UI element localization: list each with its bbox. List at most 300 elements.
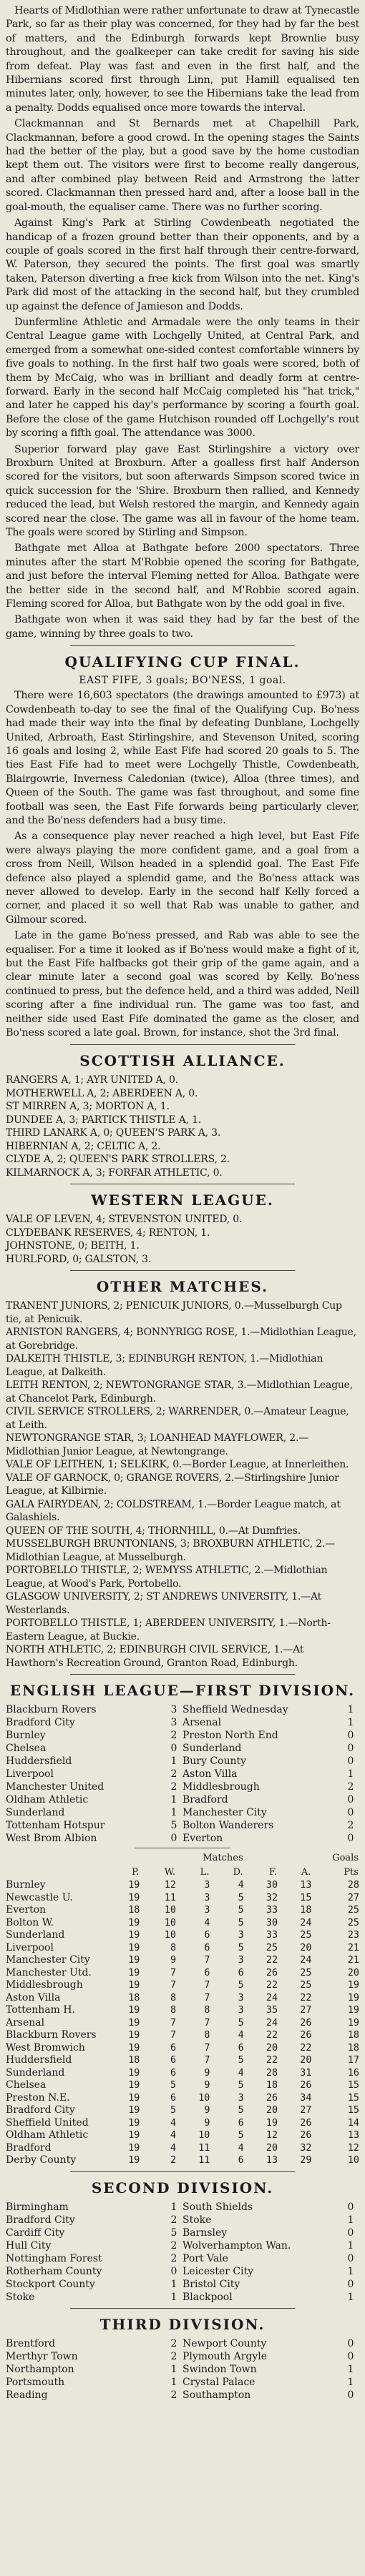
- away-score: 1: [347, 2291, 354, 2303]
- standings-cell: 4: [170, 2117, 176, 2129]
- table-header-cell: P.: [132, 1866, 140, 1878]
- standings-cell: 13: [266, 2155, 278, 2166]
- result-row: [6, 2214, 359, 2226]
- standings-cell: 5: [238, 2130, 244, 2141]
- home-team: Huddersfield: [6, 1755, 72, 1768]
- standings-cell: 22: [300, 1992, 312, 2003]
- standings-cell: 19: [347, 2017, 359, 2028]
- home-team: Brentford: [6, 2337, 56, 2349]
- standings-cell: 19: [128, 2130, 140, 2141]
- match-score: PORTOBELLO THISTLE, 2; WEMYSS ATHLETIC, 2.: [6, 1565, 264, 1577]
- standings-cell: 21: [347, 1955, 359, 1966]
- match-note: Border League match, at Galashiels.: [6, 1498, 341, 1524]
- home-team: Rotherham County: [6, 2265, 102, 2277]
- standings-cell: 6: [170, 2067, 176, 2079]
- home-score: 1: [170, 2278, 177, 2290]
- standings-row: [6, 1954, 359, 1967]
- result-line: THIRD LANARK A, 0; QUEEN'S PARK A, 3.: [6, 1127, 221, 1139]
- home-team: Merthyr Town: [6, 2350, 78, 2362]
- home-team: Sunderland: [6, 1807, 65, 1819]
- away-team: Sunderland: [182, 1743, 242, 1755]
- standings-cell: 7: [204, 1955, 210, 1966]
- standings-team: Chelsea: [6, 2079, 47, 2091]
- away-team: Arsenal: [182, 1717, 222, 1729]
- away-team: Sheffield Wednesday: [182, 1704, 288, 1716]
- table-header-cell: Pts: [344, 1866, 359, 1878]
- home-score: 2: [170, 2337, 177, 2349]
- home-team: Tottenham Hotspur: [6, 1820, 105, 1832]
- standings-cell: 19: [128, 1942, 140, 1953]
- standings-cell: 22: [266, 2055, 278, 2066]
- standings-cell: 5: [170, 2080, 176, 2091]
- standings-cell: 19: [128, 2005, 140, 2016]
- match-score: VALE OF LEITHEN, 1; SELKIRK, 0.: [6, 1459, 182, 1471]
- result-row: [6, 2265, 359, 2278]
- home-team: Oldham Athletic: [6, 1794, 89, 1806]
- standings-cell: 33: [266, 1930, 278, 1941]
- standings-cell: 6: [170, 2055, 176, 2066]
- report-text: Superior forward play gave East Stirlingshire a victory over Broxburn United at Broxburn. After a goalless first half Anderson scored for the visitors, but soon afterwards Simpson scored twice in quick succession for the 'Shire. Broxburn then rallied, and Kennedy reduced the lead, but Welsh restored the margin, and Kennedy again scored near the close. The game was all in favour of the home team. The goals were scored by Stirling and Simpson.: [6, 443, 359, 539]
- standings-cell: 12: [347, 2142, 359, 2154]
- standings-cell: 29: [300, 2155, 312, 2166]
- result-row: [6, 1832, 359, 1845]
- standings-team: Bradford City: [6, 2104, 75, 2116]
- home-team: Stockport County: [6, 2278, 95, 2290]
- standings-row: [6, 2154, 359, 2167]
- home-team: West Brom Albion: [6, 1833, 97, 1845]
- away-score: 0: [347, 1794, 354, 1806]
- standings-cell: 10: [347, 2155, 359, 2166]
- report-paragraph: [6, 4, 359, 115]
- standings-cell: 10: [198, 2092, 210, 2104]
- result-line: KILMARNOCK A, 3; FORFAR ATHLETIC, 0.: [6, 1166, 223, 1179]
- home-team: Bradford City: [6, 1717, 75, 1729]
- standings-cell: 32: [266, 1892, 278, 1903]
- standings-row: [6, 2004, 359, 2017]
- standings-cell: 19: [128, 2067, 140, 2079]
- standings-cell: 3: [204, 1905, 210, 1916]
- standings-cell: 14: [347, 2117, 359, 2129]
- report-text: Clackmannan and St Bernards met at Chapelhill Park, Clackmannan, before a good crowd. In the opening stages the Saints had the better of the play, but a good save by the home custodian kept them out. The visitors were first to become really dangerous, and after combined play between Reid and Armstrong the latter scored. Clackmannan then pressed hard and, after a loose ball in the goal-mouth, the equaliser came. There was no further scoring.: [6, 118, 359, 213]
- standings-cell: 18: [128, 1905, 140, 1916]
- result-row: [6, 1742, 359, 1755]
- standings-cell: 25: [266, 1942, 278, 1953]
- standings-cell: 19: [128, 2030, 140, 2041]
- match-score: TRANENT JUNIORS, 2; PENICUIK JUNIORS, 0.: [6, 1300, 244, 1312]
- standings-cell: 6: [170, 2092, 176, 2104]
- home-team: Birmingham: [6, 2201, 69, 2213]
- standings-cell: 7: [170, 1967, 176, 1978]
- match-score: DALKEITH THISTLE, 3; EDINBURGH RENTON, 1.: [6, 1353, 260, 1365]
- home-team: Portsmouth: [6, 2376, 65, 2388]
- standings-row: [6, 2042, 359, 2055]
- away-team: Southampton: [182, 2389, 251, 2401]
- standings-cell: 22: [300, 2042, 312, 2054]
- away-score: 1: [347, 2265, 354, 2277]
- standings-cell: 19: [128, 1892, 140, 1903]
- standings-cell: 13: [300, 1880, 312, 1891]
- standings-cell: 19: [128, 2155, 140, 2166]
- home-score: 5: [170, 1820, 177, 1832]
- third-division-heading: THIRD DIVISION.: [99, 2315, 266, 2333]
- standings-cell: 20: [300, 2055, 312, 2066]
- home-team: Chelsea: [6, 1743, 47, 1755]
- standings-row: [6, 1904, 359, 1917]
- first-division-table: [6, 1851, 359, 2167]
- match-score: QUEEN OF THE SOUTH, 4; THORNHILL, 0.: [6, 1525, 228, 1537]
- standings-cell: 25: [347, 1917, 359, 1928]
- standings-team: Liverpool: [6, 1941, 54, 1953]
- standings-cell: 3: [238, 1930, 244, 1941]
- standings-row: [6, 2029, 359, 2042]
- standings-team: Manchester City: [6, 1954, 90, 1966]
- standings-row: [6, 1967, 359, 1980]
- match-score: PORTOBELLO THISTLE, 1; ABERDEEN UNIVERSITY, 1.: [6, 1618, 288, 1630]
- table-header-cell: [6, 1866, 106, 1880]
- home-score: 2: [170, 2252, 177, 2264]
- standings-row: [6, 2067, 359, 2080]
- result-line: RANGERS A, 1; AYR UNITED A, 0.: [6, 1074, 178, 1086]
- standings-cell: 10: [198, 2130, 210, 2141]
- standings-cell: 12: [266, 2130, 278, 2141]
- standings-cell: 19: [128, 2042, 140, 2054]
- away-team: Newport County: [182, 2337, 267, 2349]
- standings-cell: 19: [266, 2117, 278, 2129]
- match-note: Midlothian League, at Musselburgh.: [6, 1551, 186, 1563]
- section-divider: [70, 1674, 295, 1675]
- standings-cell: 19: [128, 2017, 140, 2028]
- away-score: 0: [347, 2252, 354, 2264]
- standings-row: [6, 2117, 359, 2130]
- away-score: 0: [347, 1807, 354, 1819]
- standings-cell: 3: [238, 1992, 244, 2003]
- standings-cell: 3: [204, 1892, 210, 1903]
- away-team: Bury County: [182, 1755, 247, 1768]
- away-team: South Shields: [182, 2201, 253, 2213]
- home-score: 1: [170, 1755, 177, 1768]
- match-note: Amateur League, at Leith.: [6, 1406, 349, 1431]
- home-score: 3: [170, 1704, 177, 1716]
- standings-cell: 23: [347, 1930, 359, 1941]
- standings-cell: 28: [266, 2067, 278, 2079]
- match-note: At Westerlands.: [6, 1591, 322, 1616]
- standings-cell: 4: [170, 2130, 176, 2141]
- standings-cell: 3: [238, 1955, 244, 1966]
- standings-row: [6, 1979, 359, 1992]
- standings-cell: 26: [300, 2117, 312, 2129]
- match-note: Midlothian League, at Gorebridge.: [6, 1327, 356, 1352]
- standings-cell: 32: [300, 2142, 312, 2154]
- standings-cell: 7: [204, 2042, 210, 2054]
- home-score: 1: [170, 2363, 177, 2375]
- table-header-cell: F.: [268, 1866, 278, 1878]
- report-paragraph: [6, 117, 359, 214]
- standings-cell: 19: [128, 1967, 140, 1978]
- match-line: LEITH RENTON, 2; NEWTONGRANGE STAR, 3.—Midlothian League, at Chancelot Park, Edinburgh.: [6, 1379, 354, 1405]
- home-score: 2: [170, 2350, 177, 2362]
- standings-cell: 25: [300, 1967, 312, 1978]
- match-line: VALE OF LEITHEN, 1; SELKIRK, 0.—Border League, at Innerleithen.: [6, 1459, 349, 1471]
- standings-cell: 20: [266, 2142, 278, 2154]
- away-score: 1: [347, 1768, 354, 1780]
- standings-cell: 24: [266, 2017, 278, 2028]
- result-row: [6, 2252, 359, 2265]
- second-division-results: [6, 2201, 359, 2304]
- standings-cell: 19: [128, 1917, 140, 1928]
- match-score: GALA FAIRYDEAN, 2; COLDSTREAM, 1.: [6, 1498, 208, 1510]
- standings-cell: 6: [238, 2155, 244, 2166]
- match-score: ARNISTON RANGERS, 4; BONNYRIGG ROSE, 1.: [6, 1327, 250, 1339]
- match-reports: [6, 4, 359, 641]
- standings-cell: 7: [204, 1992, 210, 2003]
- match-line: VALE OF GARNOCK, 0; GRANGE ROVERS, 2.—Stirlingshire Junior League, at Kilbirnie.: [6, 1472, 339, 1497]
- match-score: GLASGOW UNIVERSITY, 2; ST ANDREWS UNIVERSITY, 1.: [6, 1591, 301, 1603]
- match-note: At Hawthorn's Recreation Ground, Granton Road, Edinburgh.: [6, 1644, 304, 1669]
- result-row: [6, 2226, 359, 2239]
- standings-cell: 7: [204, 2017, 210, 2028]
- standings-row: [6, 1917, 359, 1930]
- away-team: Stoke: [182, 2214, 212, 2226]
- home-score: 1: [170, 1794, 177, 1806]
- standings-team: Blackburn Rovers: [6, 2029, 97, 2041]
- other-matches-heading: OTHER MATCHES.: [96, 1278, 269, 1296]
- standings-cell: 4: [170, 2142, 176, 2154]
- standings-cell: 25: [300, 1980, 312, 1991]
- away-team: Barnsley: [182, 2226, 228, 2239]
- report-text: Against King's Park at Stirling Cowdenbeath negotiated the handicap of a frozen ground better than their opponents, and by a couple of goals scored in the first half through their centre-forward, W. Paterson, they secured the points. The first goal was smartly taken, Paterson diverting a free kick from Wilson into the net. King's Park did most of the attacking in the second half, but they crumbled up against the defence of Jamieson and Dodds.: [6, 217, 359, 312]
- standings-team: Bolton W.: [6, 1916, 54, 1928]
- away-score: 2: [347, 1820, 354, 1832]
- standings-team: Middlesbrough: [6, 1979, 83, 1991]
- home-team: Nottingham Forest: [6, 2252, 102, 2264]
- standings-cell: 34: [300, 2092, 312, 2104]
- standings-cell: 26: [300, 2030, 312, 2041]
- result-line: HIBERNIAN A, 2; CELTIC A, 2.: [6, 1140, 161, 1152]
- standings-cell: 18: [300, 1905, 312, 1916]
- table-header-cell: L.: [200, 1866, 210, 1878]
- standings-cell: 22: [266, 1955, 278, 1966]
- standings-row: [6, 1929, 359, 1942]
- standings-team: Bradford: [6, 2141, 52, 2154]
- standings-cell: 19: [128, 2105, 140, 2116]
- standings-cell: 27: [347, 1892, 359, 1903]
- standings-cell: 5: [238, 2080, 244, 2091]
- section-divider: [70, 2308, 295, 2309]
- match-note: Stirlingshire Junior League, at Kilbirnie.: [6, 1472, 339, 1497]
- table-caption-row: [6, 1851, 359, 1866]
- standings-team: Everton: [6, 1904, 47, 1916]
- result-row: [6, 1729, 359, 1742]
- result-row: [6, 1780, 359, 1793]
- standings-cell: 19: [347, 1980, 359, 1991]
- standings-cell: 20: [266, 2105, 278, 2116]
- away-score: 1: [347, 1717, 354, 1729]
- standings-cell: 2: [170, 2155, 176, 2166]
- result-line: JOHNSTONE, 0; BEITH, 1.: [6, 1240, 140, 1252]
- standings-team: Huddersfield: [6, 2054, 72, 2066]
- standings-cell: 19: [347, 1992, 359, 2003]
- standings-cell: 4: [238, 2142, 244, 2154]
- standings-team: Preston N.E.: [6, 2091, 70, 2104]
- home-team: Liverpool: [6, 1768, 54, 1780]
- standings-cell: 19: [128, 1930, 140, 1941]
- home-score: 0: [170, 1833, 177, 1845]
- standings-cell: 8: [170, 1992, 176, 2003]
- standings-cell: 24: [300, 1955, 312, 1966]
- standings-cell: 15: [347, 2105, 359, 2116]
- standings-cell: 21: [347, 1942, 359, 1953]
- result-row: [6, 1793, 359, 1806]
- standings-cell: 6: [238, 2042, 244, 2054]
- match-score: NEWTONGRANGE STAR, 3; LOANHEAD MAYFLOWER, 2.: [6, 1432, 299, 1445]
- newspaper-column: [6, 0, 359, 2402]
- standings-cell: 6: [238, 1967, 244, 1978]
- standings-cell: 26: [300, 2017, 312, 2028]
- standings-cell: 4: [204, 1917, 210, 1928]
- result-row: [6, 1768, 359, 1780]
- home-score: 0: [170, 2265, 177, 2277]
- standings-cell: 27: [300, 2005, 312, 2016]
- away-team: Aston Villa: [182, 1768, 238, 1780]
- standings-team: Sunderland: [6, 2066, 65, 2079]
- standings-cell: 4: [238, 2030, 244, 2041]
- match-line: MUSSELBURGH BRUNTONIANS, 3; BROXBURN ATHLETIC, 2.—Midlothian League, at Musselburgh.: [6, 1538, 336, 1563]
- standings-cell: 6: [204, 1967, 210, 1978]
- table-caption-blank: [6, 1851, 106, 1866]
- standings-cell: 16: [347, 2067, 359, 2079]
- standings-team: Oldham Athletic: [6, 2129, 89, 2141]
- match-line: PORTOBELLO THISTLE, 1; ABERDEEN UNIVERSITY, 1.—North-Eastern League, at Buckie.: [6, 1618, 331, 1643]
- match-note: Musselburgh Cup tie, at Penicuik.: [6, 1300, 342, 1325]
- standings-team: Tottenham H.: [6, 2004, 75, 2016]
- away-team: Preston North End: [182, 1730, 278, 1742]
- standings-cell: 9: [204, 2080, 210, 2091]
- standings-cell: 9: [204, 2105, 210, 2116]
- home-score: 2: [170, 2214, 177, 2226]
- standings-row: [6, 2017, 359, 2030]
- standings-cell: 19: [128, 1955, 140, 1966]
- standings-cell: 22: [266, 2030, 278, 2041]
- home-score: 1: [170, 1807, 177, 1819]
- standings-cell: 19: [128, 1880, 140, 1891]
- standings-row: [6, 2054, 359, 2067]
- match-note: Midlothian League, at Wood's Park, Portobello.: [6, 1565, 328, 1590]
- home-score: 1: [170, 2376, 177, 2388]
- away-team: Bolton Wanderers: [182, 1820, 274, 1832]
- standings-row: [6, 1879, 359, 1892]
- away-score: 1: [347, 2376, 354, 2388]
- standings-team: Arsenal: [6, 2016, 45, 2028]
- table-header-cell: D.: [233, 1866, 243, 1878]
- standings-team: West Bromwich: [6, 2041, 85, 2054]
- standings-team: Manchester Utd.: [6, 1966, 92, 1978]
- report-paragraph: [6, 542, 359, 611]
- standings-cell: 17: [347, 2055, 359, 2066]
- standings-cell: 9: [204, 2067, 210, 2079]
- standings-team: Sunderland: [6, 1929, 65, 1941]
- result-row: [6, 2239, 359, 2252]
- standings-cell: 18: [347, 2042, 359, 2054]
- result-row: [6, 2291, 359, 2304]
- standings-cell: 10: [164, 1905, 176, 1916]
- table-caption-matches: Matches: [203, 1853, 243, 1864]
- standings-row: [6, 1892, 359, 1905]
- match-note: Midlothian Junior League, at Newtongrange.: [6, 1445, 228, 1457]
- away-score: 0: [347, 2201, 354, 2213]
- standings-cell: 11: [164, 1892, 176, 1903]
- standings-team: Burnley: [6, 1879, 46, 1891]
- away-score: 0: [347, 2278, 354, 2290]
- match-line: CIVIL SERVICE STROLLERS, 2; WARRENDER, 0.—Amateur League, at Leith.: [6, 1406, 349, 1431]
- standings-cell: 19: [128, 2142, 140, 2154]
- home-team: Cardiff City: [6, 2226, 65, 2239]
- match-note: Midlothian League, at Dalkeith.: [6, 1353, 323, 1378]
- match-score: CIVIL SERVICE STROLLERS, 2; WARRENDER, 0.: [6, 1406, 254, 1418]
- other-results: [6, 1299, 359, 1670]
- standings-cell: 19: [128, 2117, 140, 2129]
- home-team: Blackburn Rovers: [6, 1704, 97, 1716]
- standings-cell: 10: [164, 1930, 176, 1941]
- standings-cell: 26: [300, 2130, 312, 2141]
- standings-cell: 19: [128, 1980, 140, 1991]
- standings-cell: 25: [300, 1930, 312, 1941]
- standings-cell: 5: [238, 1917, 244, 1928]
- match-line: DALKEITH THISTLE, 3; EDINBURGH RENTON, 1.—Midlothian League, at Dalkeith.: [6, 1353, 323, 1378]
- away-score: 0: [347, 2350, 354, 2362]
- match-note: Midlothian League, at Chancelot Park, Edinburgh.: [6, 1379, 354, 1405]
- report-text: Hearts of Midlothian were rather unfortunate to draw at Tynecastle Park, so far as their play was concerned, for they had by far the best of matters, and the Edinburgh forwards kept Brownlie busy throughout, and the goalkeeper can take credit for saving his side from defeat. Play was fast and even in the first half, and the Hibernians scored first through Linn, put Hamill equalised ten minutes later, only, however, to see the Hibernians take the lead from a penalty. Dodds equalised once more towards the interval.: [6, 5, 359, 114]
- standings-cell: 5: [238, 1980, 244, 1991]
- match-score: NORTH ATHLETIC, 2; EDINBURGH CIVIL SERVICE, 1.: [6, 1644, 283, 1656]
- result-row: [6, 2376, 359, 2389]
- standings-cell: 15: [347, 2092, 359, 2104]
- standings-cell: 31: [300, 2067, 312, 2079]
- english-first-division-heading: ENGLISH LEAGUE—FIRST DIVISION.: [9, 1682, 356, 1700]
- home-team: Burnley: [6, 1730, 46, 1742]
- standings-row: [6, 2079, 359, 2092]
- result-line: DUNDEE A, 3; PARTICK THISTLE A, 1.: [6, 1114, 202, 1126]
- result-row: [6, 1716, 359, 1729]
- standings-cell: 12: [164, 1880, 176, 1891]
- cup-paragraph: There were 16,603 spectators (the drawings amounted to £973) at Cowdenbeath to-day to see the final of the Qualifying Cup. Bo'ness had made their way into the final by defeating Dunblane, Lochgelly United, Arbroath, East Stirlingshire, and Stevenson United, scoring 16 goals and losing 2, while East Fife had scored 20 goals to 5. The ties East Fife had to meet were Lochgelly Thistle, Cowdenbeath, Blairgowrie, Inverness Caledonian (twice), Alloa (three times), and Queen of the South. The game was fast throughout, and some fine football was seen, the East Fife forwards being particularly clever, and the Bo'ness defenders had a busy time.: [6, 690, 359, 826]
- away-team: Swindon Town: [182, 2363, 257, 2375]
- home-score: 1: [170, 2291, 177, 2303]
- standings-cell: 5: [238, 1942, 244, 1953]
- standings-cell: 33: [266, 1905, 278, 1916]
- standings-cell: 15: [300, 1892, 312, 1903]
- section-divider: [70, 1270, 295, 1271]
- report-paragraph: [6, 316, 359, 441]
- result-row: [6, 1819, 359, 1832]
- match-line: NORTH ATHLETIC, 2; EDINBURGH CIVIL SERVICE, 1.—At Hawthorn's Recreation Ground, Granton Road, Edinburgh.: [6, 1644, 304, 1669]
- standings-row: [6, 2104, 359, 2117]
- standings-cell: 6: [170, 2042, 176, 2054]
- standings-cell: 11: [198, 2155, 210, 2166]
- standings-cell: 28: [347, 1880, 359, 1891]
- standings-team: Sheffield United: [6, 2116, 89, 2129]
- away-team: Port Vale: [182, 2252, 228, 2264]
- standings-cell: 5: [238, 2017, 244, 2028]
- standings-cell: 15: [347, 2080, 359, 2091]
- standings-cell: 9: [170, 1955, 176, 1966]
- standings-cell: 35: [266, 2005, 278, 2016]
- home-score: 2: [170, 2389, 177, 2401]
- standings-cell: 8: [170, 2005, 176, 2016]
- match-score: MUSSELBURGH BRUNTONIANS, 3; BROXBURN ATHLETIC, 2.: [6, 1538, 326, 1550]
- alliance-results: [6, 1074, 359, 1179]
- standings-cell: 3: [238, 2092, 244, 2104]
- standings-cell: 8: [170, 1942, 176, 1953]
